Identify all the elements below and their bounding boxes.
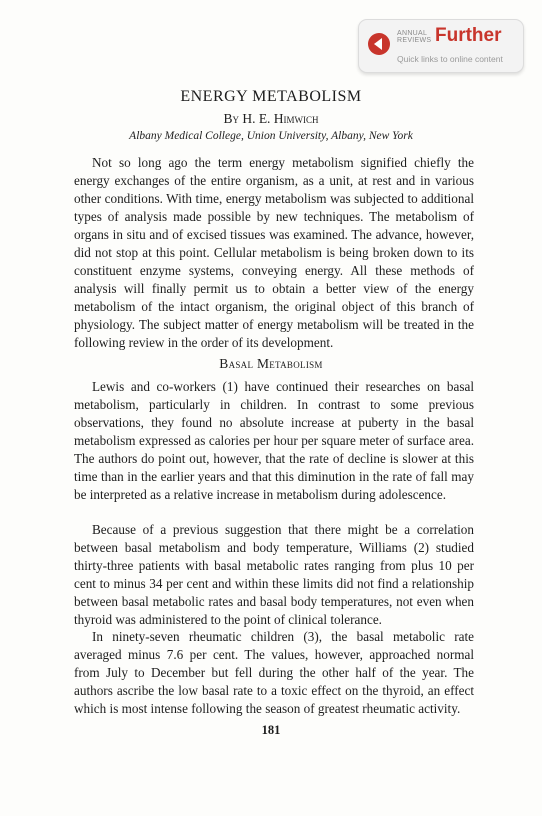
article-affiliation: Albany Medical College, Union University, Albany, New York [129,130,413,142]
paragraph-intro: Not so long ago the term energy metabolism signified chiefly the energy exchanges of the entire organism, as a unit, at rest and in various other conditions. With time, energy metabolism was subjected to additional types of analysis made possible by new techniques. The metabolism of organs in situ and of excised tissues was examined. The advance, however, did not stop at this point. Cellular metabolism is being broken down to its constituent enzyme systems, conveying energy. All these methods of analysis will finally permit us to obtain a better view of the energy metabolism of the intact organism, the original object of this branch of physiology. The subject matter of energy metabolism will be treated in the following review in the order of its development. [74,155,474,350]
further-reviews-badge[interactable] [358,19,524,73]
article-author: By H. E. Himwich [223,111,319,126]
section-heading: Basal Metabolism [219,356,323,371]
article-title: ENERGY METABOLISM [180,88,362,105]
arrow-left-icon [368,33,390,55]
paragraph-lewis: Lewis and co-workers (1) have continued their researches on basal metabolism, particularly in children. In contrast to some previous observations, they found no absolute increase at puberty in the basal metabolism expressed as calories per hour per square meter of surface area. The authors do point out, however, that the rate of decline is slower at this time than in the earlier years and that this diminution in the rate of fall may be interpreted as a relative increase in metabolism during adolescence. [74,379,474,502]
paragraph-williams: Because of a previous suggestion that there might be a correlation between basal metabolism and body temperature, Williams (2) studied thirty-three patients with basal metabolic rates ranging from plus 10 per cent to minus 34 per cent and within these limits did not find a relationship between basal metabolic rates and basal body temperatures, not even when thyroid was administered to the point of clinical tolerance. [74,522,474,627]
badge-annual-reviews: ANNUAL REVIEWS [397,30,432,44]
badge-subtitle: Quick links to online content [397,54,503,64]
paragraph-rheumatic: In ninety-seven rheumatic children (3), the basal metabolic rate averaged minus 7.6 per cent. The values, however, approached normal from July to December but fell during the other half of the year. The authors ascribe the low basal rate to a toxic effect on the thyroid, an effect which is most intense following the season of greatest rheumatic activity. [74,629,474,716]
badge-further-label: Further [435,25,502,46]
page-number: 181 [261,723,281,737]
